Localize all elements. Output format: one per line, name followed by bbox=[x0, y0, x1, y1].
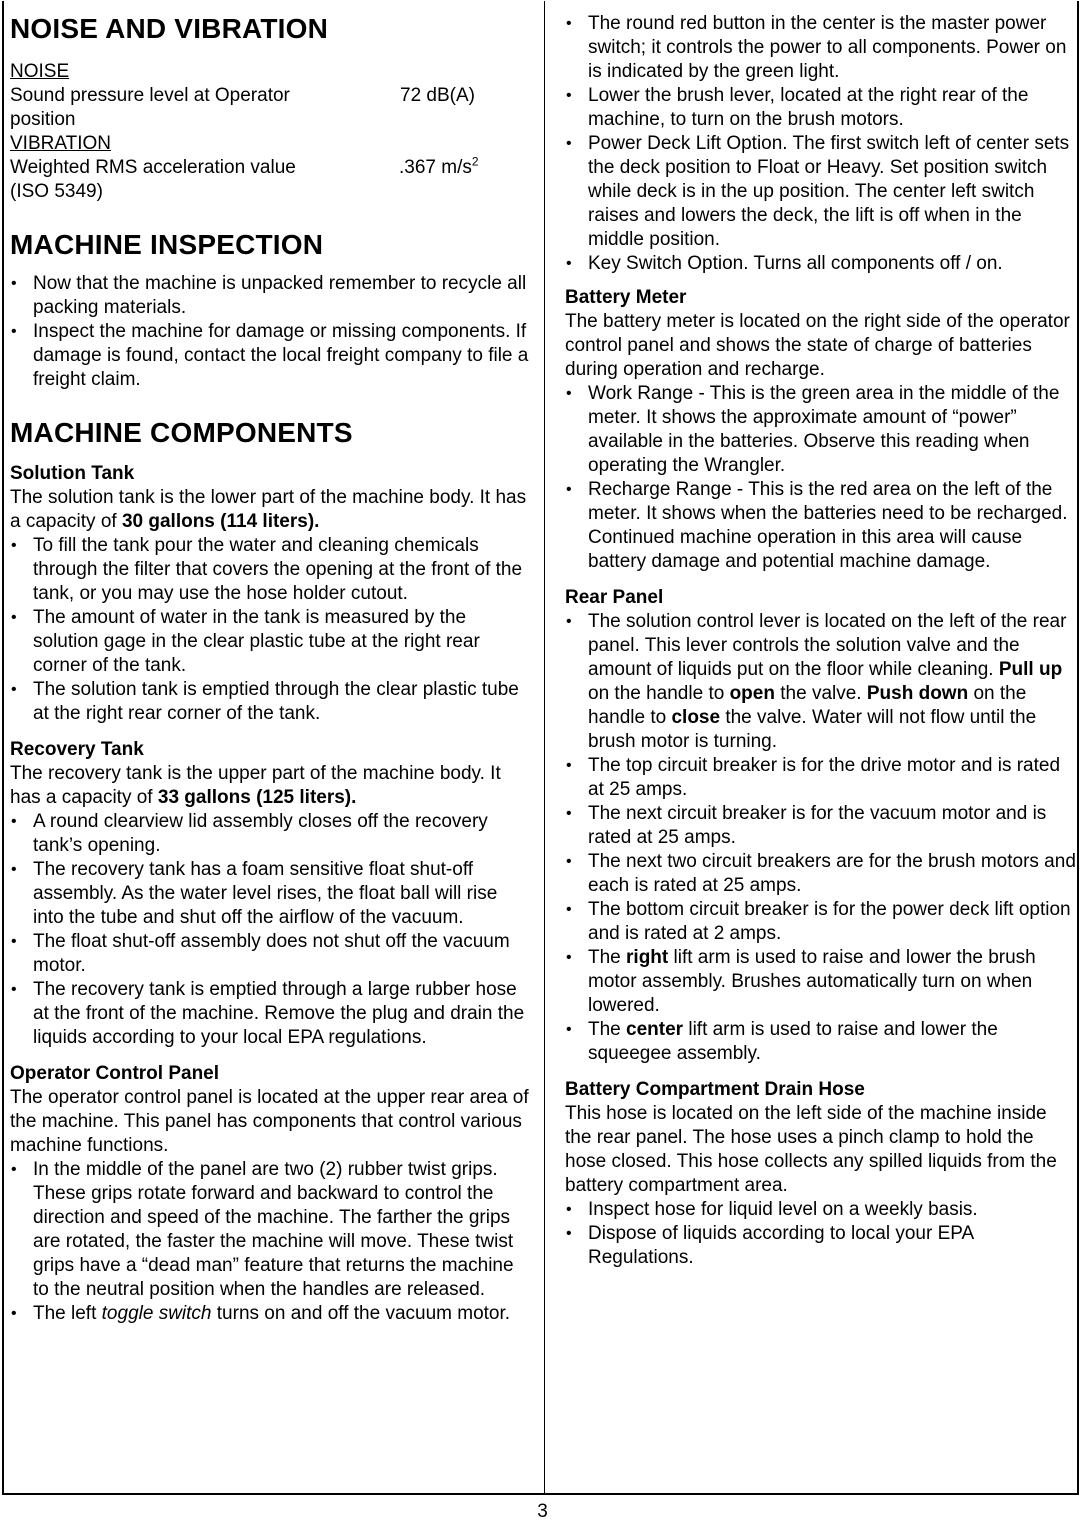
list-item: • A round clearview lid assembly closes off the recovery tank’s opening. bbox=[10, 810, 532, 858]
noise-spec bbox=[10, 84, 532, 132]
page-number: 3 bbox=[537, 1501, 548, 1522]
noise-label: NOISE bbox=[10, 61, 70, 82]
noise-spec-value: 72 dB(A) bbox=[400, 85, 475, 106]
list-item: • The center lift arm is used to raise and lower the squeegee assembly. bbox=[565, 1018, 1077, 1066]
list-item: • The recovery tank is emptied through a large rubber hose at the front of the machine. Remove the plug and drain the liquids according to your local EPA regulations. bbox=[10, 978, 532, 1050]
list-item: • Lower the brush lever, located at the right rear of the machine, to turn on the brush motors. bbox=[565, 84, 1077, 132]
inspection-list bbox=[10, 272, 532, 392]
list-item: • The round red button in the center is the master power switch; it controls the power to all components. Power on is indicated by the green light. bbox=[565, 12, 1077, 84]
battery-meter-list bbox=[565, 382, 1077, 574]
right-column bbox=[565, 0, 1077, 1270]
list-item: • Inspect the machine for damage or missing components. If damage is found, contact the local freight company to file a freight claim. bbox=[10, 320, 532, 392]
battery-meter-intro: The battery meter is located on the right side of the operator control panel and shows the state of charge of batteries during operation and recharge. bbox=[565, 311, 1070, 380]
operator-panel-intro: The operator control panel is located at the upper rear area of the machine. This panel has components that control various machine functions. bbox=[10, 1087, 529, 1156]
list-item: • Inspect hose for liquid level on a weekly basis. bbox=[565, 1198, 1077, 1222]
components-title: MACHINE COMPONENTS bbox=[10, 417, 353, 448]
drain-hose-heading: Battery Compartment Drain Hose bbox=[565, 1079, 865, 1100]
list-item: • Dispose of liquids according to local your EPA Regulations. bbox=[565, 1222, 1077, 1270]
drain-hose-intro: This hose is located on the left side of the machine inside the rear panel. The hose uses a pinch clamp to hold the hose closed. This hose collects any spilled liquids from the battery compartment area. bbox=[565, 1103, 1057, 1196]
list-item: • The next two circuit breakers are for the brush motors and each is rated at 25 amps. bbox=[565, 850, 1077, 898]
list-item: • The left toggle switch turns on and off the vacuum motor. bbox=[10, 1302, 532, 1326]
list-item: • Power Deck Lift Option. The first switch left of center sets the deck position to Float or Heavy. Set position switch while deck is in the up position. The center left switch raises and lowers the deck, the lift is off when in the middle position. bbox=[565, 132, 1077, 252]
vibration-label: VIBRATION bbox=[10, 133, 111, 154]
list-item: • The right lift arm is used to raise and lower the brush motor assembly. Brushes automatically turn on when lowered. bbox=[565, 946, 1077, 1018]
list-item: • Work Range - This is the green area in the middle of the meter. It shows the approximate amount of “power” available in the batteries. Observe this reading when operating the Wrangler. bbox=[565, 382, 1077, 478]
list-item: • In the middle of the panel are two (2) rubber twist grips. These grips rotate forward and backward to control the direction and speed of the machine. The farther the grips are rotated, the faster the machine will move. These twist grips have a “dead man” feature that returns the machine to the neutral position when the handles are released. bbox=[10, 1158, 532, 1302]
noise-vibration-title: NOISE AND VIBRATION bbox=[10, 13, 329, 44]
recovery-tank-list bbox=[10, 810, 532, 1050]
inspection-title: MACHINE INSPECTION bbox=[10, 229, 324, 260]
operator-panel-heading: Operator Control Panel bbox=[10, 1063, 220, 1084]
vibration-spec bbox=[10, 156, 532, 204]
solution-tank-heading: Solution Tank bbox=[10, 463, 135, 484]
list-item: • The top circuit breaker is for the drive motor and is rated at 25 amps. bbox=[565, 754, 1077, 802]
list-item: • The solution control lever is located on the left of the rear panel. This lever controls the solution valve and the amount of liquids put on the floor while cleaning. Pull up on the handle to open the valve. Push down on the handle to close the valve. Water will not flow until the brush motor is turning. bbox=[565, 610, 1077, 754]
list-item: • The solution tank is emptied through the clear plastic tube at the right rear corner of the tank. bbox=[10, 678, 532, 726]
list-item: • The next circuit breaker is for the vacuum motor and is rated at 25 amps. bbox=[565, 802, 1077, 850]
rear-panel-list bbox=[565, 610, 1077, 1066]
solution-tank-intro: The solution tank is the lower part of the machine body. It has a capacity of 30 gallons (114 liters). bbox=[10, 487, 527, 532]
column-divider bbox=[544, 1, 545, 1495]
list-item: • The float shut-off assembly does not shut off the vacuum motor. bbox=[10, 930, 532, 978]
vibration-spec-value: .367 $m/s^2$ bbox=[399, 154, 479, 178]
operator-panel-list bbox=[10, 1158, 532, 1326]
battery-meter-heading: Battery Meter bbox=[565, 287, 687, 308]
solution-tank-list bbox=[10, 534, 532, 726]
panel-components-list bbox=[565, 12, 1077, 276]
list-item: • Recharge Range - This is the red area on the left of the meter. It shows when the batteries need to be recharged. Continued machine operation in this area will cause battery damage and potential machine damage. bbox=[565, 478, 1077, 574]
noise-spec-label: Sound pressure level at Operator position bbox=[10, 85, 290, 130]
recovery-tank-heading: Recovery Tank bbox=[10, 739, 144, 760]
list-item: • Key Switch Option. Turns all components off / on. bbox=[565, 252, 1077, 276]
recovery-tank-intro: The recovery tank is the upper part of the machine body. It has a capacity of 33 gallons (125 liters). bbox=[10, 763, 501, 808]
vibration-spec-label: Weighted RMS acceleration value (ISO 5349) bbox=[10, 157, 296, 202]
drain-hose-list bbox=[565, 1198, 1077, 1270]
left-column bbox=[10, 0, 532, 1326]
list-item: • To fill the tank pour the water and cleaning chemicals through the filter that covers the opening at the front of the tank, or you may use the hose holder cutout. bbox=[10, 534, 532, 606]
list-item: • The amount of water in the tank is measured by the solution gage in the clear plastic tube at the right rear corner of the tank. bbox=[10, 606, 532, 678]
list-item: • The bottom circuit breaker is for the power deck lift option and is rated at 2 amps. bbox=[565, 898, 1077, 946]
list-item: • Now that the machine is unpacked remember to recycle all packing materials. bbox=[10, 272, 532, 320]
list-item: • The recovery tank has a foam sensitive float shut-off assembly. As the water level rises, the float ball will rise into the tube and shut off the airflow of the vacuum. bbox=[10, 858, 532, 930]
rear-panel-heading: Rear Panel bbox=[565, 587, 664, 608]
